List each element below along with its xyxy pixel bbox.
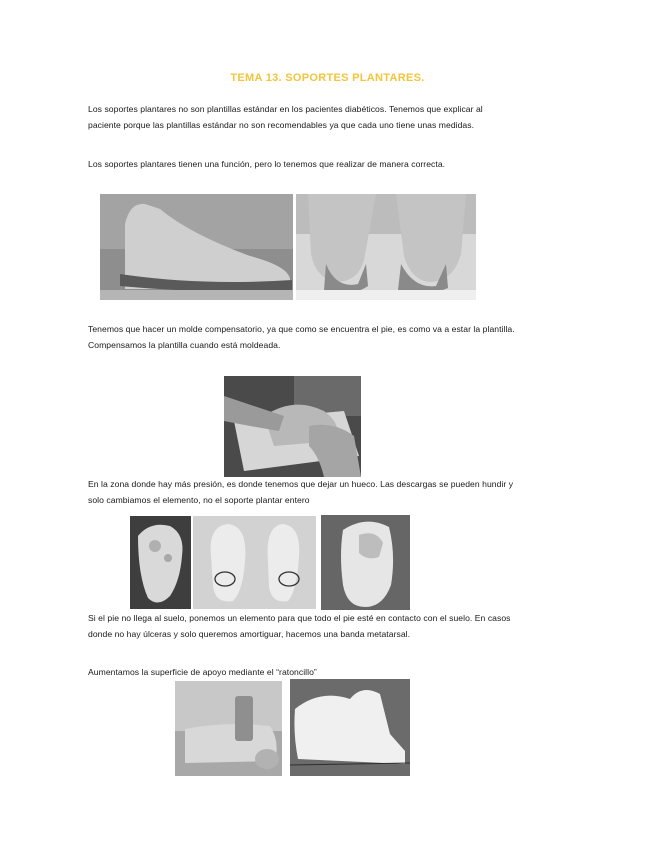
paragraph-1: Los soportes plantares no son plantillas estándar en los pacientes diabéticos. Tenemos que explicar al paciente porque las plantillas estándar no son recomendables ya que cada uno tiene unas medidas.	[88, 104, 483, 130]
ratoncillo-toe-element-photo	[175, 681, 282, 776]
paragraph-6: Aumentamos la superficie de apoyo mediante el “ratoncillo”	[88, 667, 317, 677]
foot-on-insole-side-photo	[100, 194, 293, 300]
page-title: TEMA 13. SOPORTES PLANTARES.	[230, 72, 425, 84]
foot-sole-photo	[130, 516, 191, 609]
insole-shape-photo	[290, 679, 410, 776]
insoles-pair-photo	[193, 516, 316, 609]
paragraph-2: Los soportes plantares tienen una función, pero lo tenemos que realizar de manera correcta.	[88, 159, 446, 169]
paragraph-3: Tenemos que hacer un molde compensatorio, ya que como se encuentra el pie, es como va a estar la plantilla. Compensamos la plantilla cuando está moldeada.	[88, 324, 515, 350]
insole-element-photo	[321, 515, 410, 610]
paragraph-4: En la zona donde hay más presión, es donde tenemos que dejar un hueco. Las descargas se pueden hundir y solo cambiamos el elemento, no el soporte plantar entero	[88, 479, 514, 505]
paragraph-5: Si el pie no llega al suelo, ponemos un elemento para que todo el pie esté en contacto con el suelo. En casos donde no hay úlceras y solo queremos amortiguar, hacemos una banda metatarsal.	[88, 613, 511, 639]
heels-on-insoles-back-photo	[296, 194, 476, 300]
molding-insole-hands-photo	[224, 376, 361, 477]
